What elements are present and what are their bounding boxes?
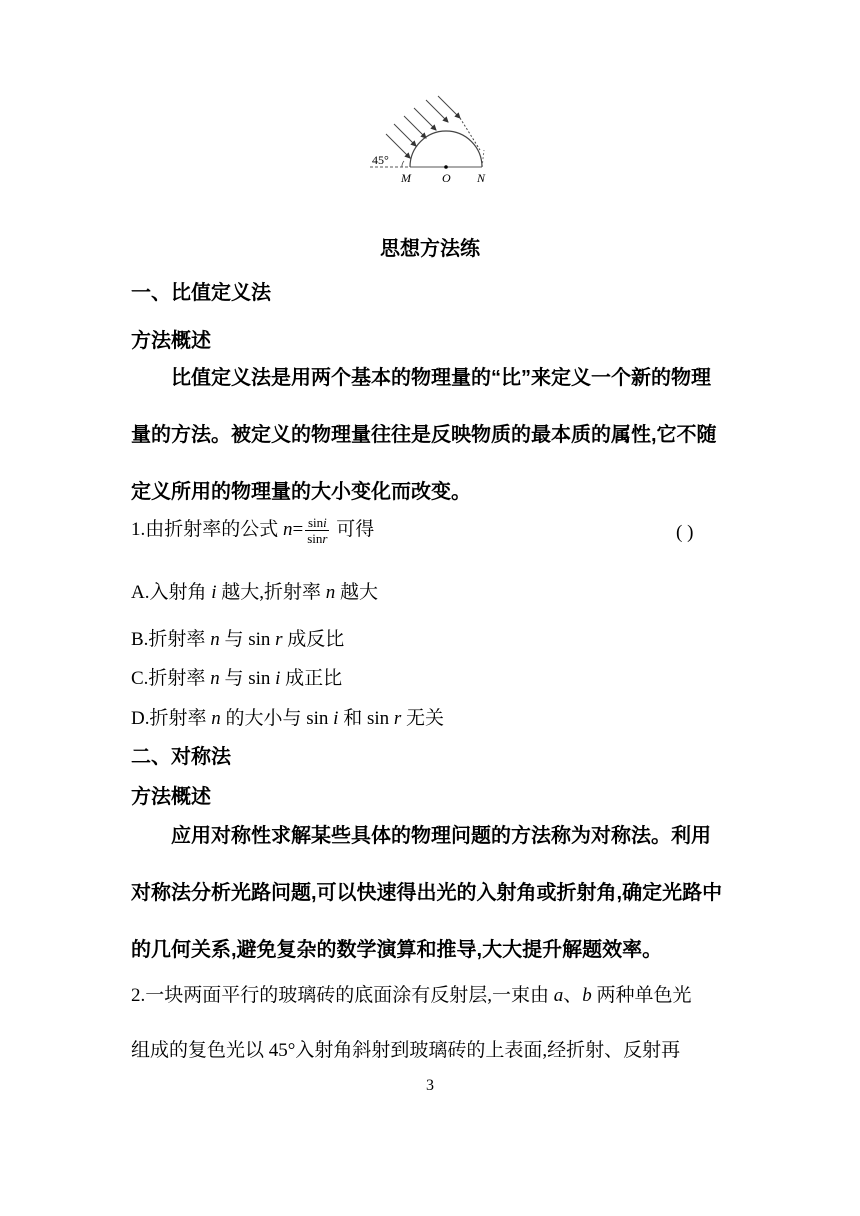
section2-paragraph [131,808,731,979]
page-number: 3 [426,1077,434,1094]
optics-figure [368,94,498,186]
option-d[interactable]: D.折射率 n 的大小与 sin i 和 sin r 无关 [131,708,445,729]
incident-rays [386,96,480,158]
paragraph-line: 应用对称性求解某些具体的物理问题的方法称为对称法。利用 [171,825,711,847]
page-title: 思想方法练 [380,238,480,260]
paragraph-line: 量的方法。被定义的物理量往往是反映物质的最本质的属性,它不随 [131,424,717,446]
paragraph-line: 比值定义法是用两个基本的物理量的“比”来定义一个新的物理 [171,367,711,389]
paragraph-line: 对称法分析光路问题,可以快速得出光的入射角或折射角,确定光路中 [131,882,723,904]
refraction-fraction: $\frac{\sin i}{\sin r}$ [307,515,328,547]
section1-heading: 一、比值定义法 [131,282,271,304]
question-1-stem: 1.由折射率的公式 n= $\frac{\sin i}{\sin r}$ 可得 [131,515,375,547]
option-b[interactable]: B.折射率 n 与 sin r 成反比 [131,629,345,650]
section2-heading: 二、对称法 [131,746,231,768]
option-a[interactable]: A.入射角 i 越大,折射率 n 越大 [131,582,379,603]
paragraph-line: 的几何关系,避免复杂的数学演算和推导,大大提升解题效率。 [131,939,663,961]
question-2-line-2: 组成的复色光以 45°入射角斜射到玻璃砖的上表面,经折射、反射再 [131,1040,681,1061]
option-c[interactable]: C.折射率 n 与 sin i 成正比 [131,668,343,689]
section2-subheading: 方法概述 [131,786,211,808]
label-o: O [442,171,451,185]
label-m: M [401,171,411,185]
section1-subheading: 方法概述 [131,330,211,352]
question-2-line-1: 2.一块两面平行的玻璃砖的底面涂有反射层,一束由 a、b 两种单色光 [131,985,692,1006]
center-point-o [444,165,448,169]
section1-paragraph [131,350,731,521]
angle-label: 45° [372,153,389,167]
angle-arc [402,161,404,167]
paragraph-line: 定义所用的物理量的大小变化而改变。 [131,481,471,503]
label-n: N [477,171,486,185]
answer-paren: ( ) [676,522,694,543]
